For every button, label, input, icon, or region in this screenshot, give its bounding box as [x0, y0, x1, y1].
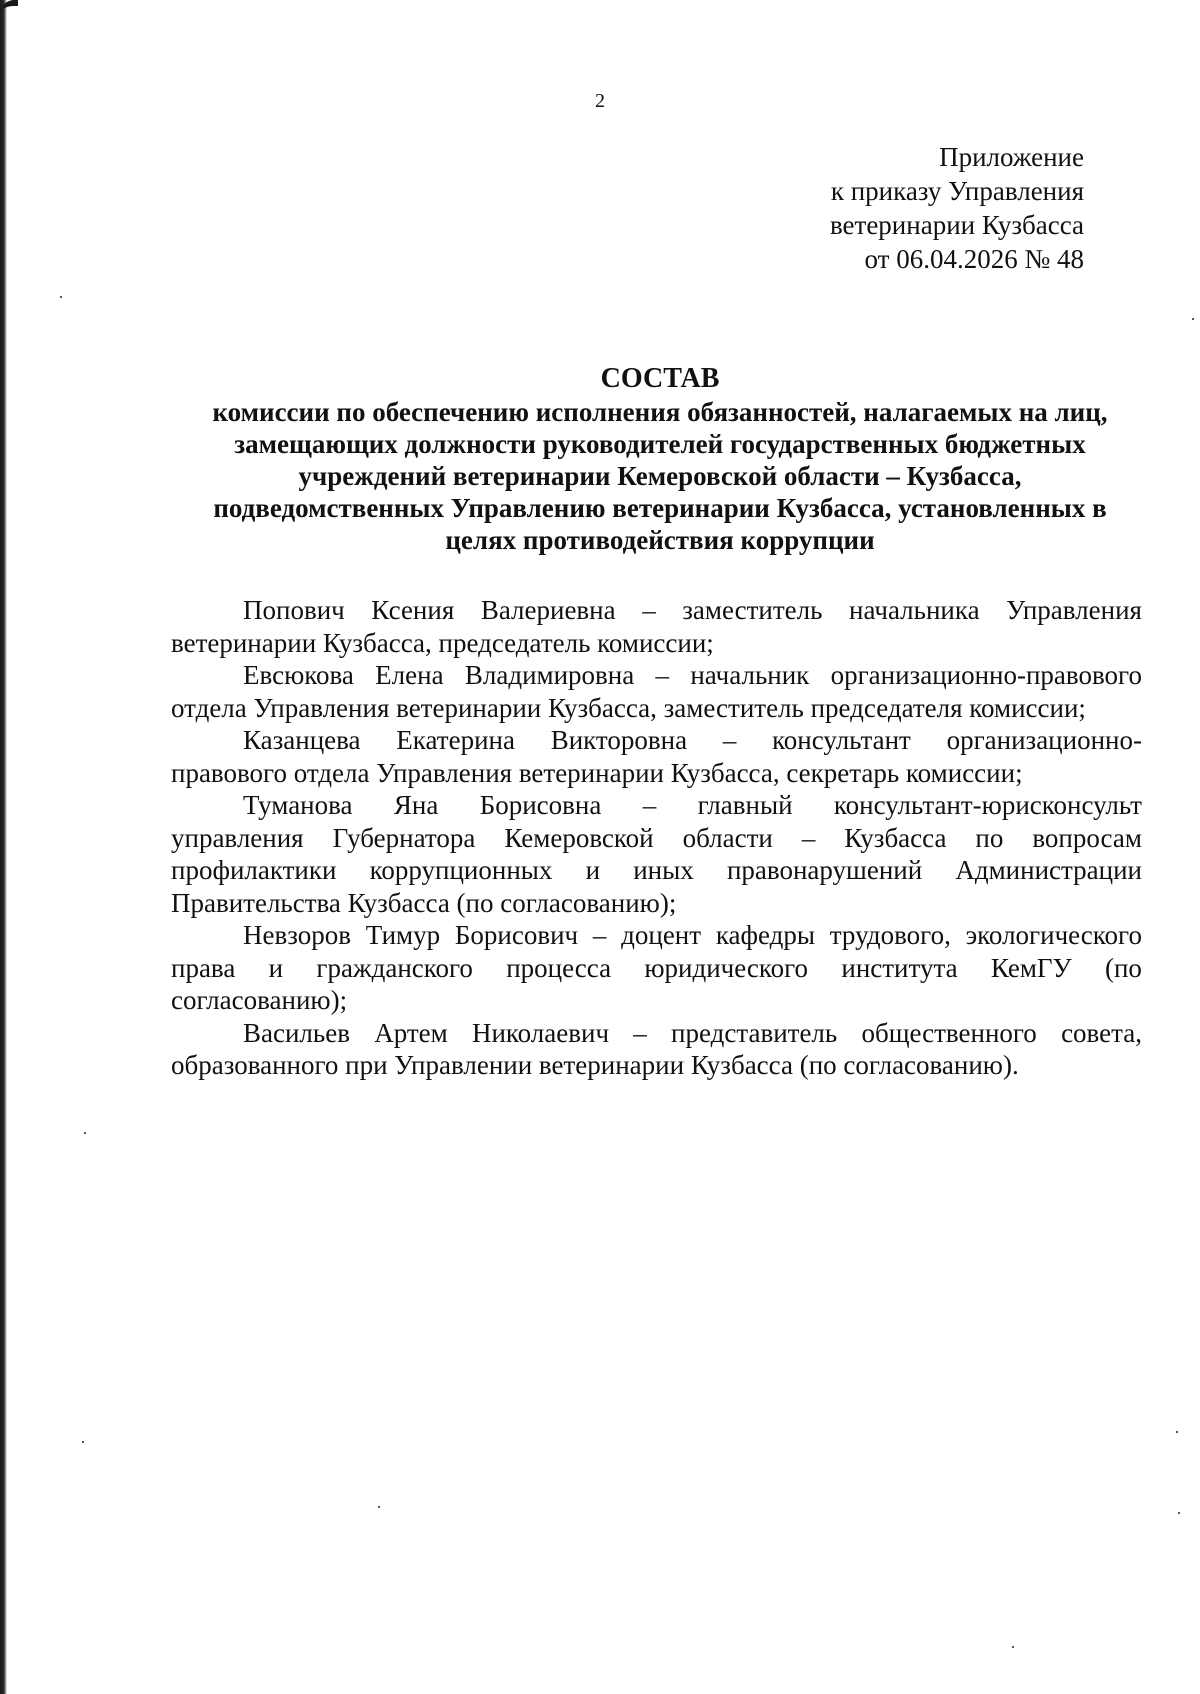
member-word: Васильев	[243, 1017, 350, 1048]
member-entry	[171, 919, 1142, 1017]
member-entry	[171, 724, 1142, 789]
member-word: начальника	[849, 595, 980, 625]
scan-speck	[1176, 1431, 1178, 1433]
member-word: иных	[633, 855, 694, 885]
member-word: Борисович	[454, 920, 579, 950]
member-word: согласованию);	[171, 985, 348, 1015]
member-word: вопросам	[1032, 822, 1142, 853]
member-entry	[171, 789, 1142, 919]
member-word: общественного	[861, 1017, 1037, 1048]
member-word: ветеринарии Кузбасса, председатель комиссии;	[171, 627, 714, 658]
member-word: области	[682, 822, 773, 853]
member-word: представитель	[671, 1017, 838, 1048]
member-word: консультант	[772, 725, 911, 755]
member-word: Управления	[1006, 595, 1142, 625]
member-text-line	[171, 724, 1142, 757]
member-text-line	[171, 757, 1142, 790]
member-word: –	[801, 822, 816, 853]
appendix-line: от 06.04.2026 № 48	[864, 244, 1084, 274]
member-text-line	[171, 854, 1142, 887]
member-word: Тимур	[365, 920, 441, 950]
member-word: коррупционных	[369, 855, 553, 885]
scan-speck	[1192, 318, 1194, 320]
scan-speck	[1012, 1646, 1014, 1648]
member-text-line	[171, 984, 1142, 1017]
member-word: и	[585, 855, 601, 885]
appendix-line: Приложение	[939, 142, 1084, 172]
member-text-line	[171, 887, 1142, 920]
member-word: экологического	[965, 920, 1142, 950]
member-word: Викторовна	[550, 725, 688, 755]
member-word: по	[975, 822, 1004, 853]
member-entry	[171, 594, 1142, 659]
member-text-line	[171, 1017, 1142, 1050]
member-word: –	[642, 595, 656, 625]
member-text-line	[171, 822, 1142, 855]
member-word: гражданского	[316, 952, 473, 983]
member-word: Невзоров	[243, 920, 351, 950]
member-text-line	[171, 659, 1142, 692]
title-line: учреждений ветеринарии Кемеровской области – Кузбасса,	[298, 461, 1022, 491]
member-word: –	[642, 790, 657, 820]
member-word: Артем	[374, 1017, 448, 1048]
member-word: Борисовна	[479, 790, 602, 820]
member-word: Яна	[393, 790, 439, 820]
member-word: Администрации	[955, 855, 1142, 885]
member-text-line	[171, 627, 1142, 660]
title-subtitle	[170, 396, 1150, 556]
appendix-block	[830, 140, 1084, 276]
member-word: КемГУ	[990, 952, 1072, 983]
member-word: Валериевна	[480, 595, 616, 625]
title-line: комиссии по обеспечению исполнения обязанностей, налагаемых на лиц,	[212, 397, 1108, 427]
member-text-line	[171, 1049, 1142, 1082]
member-word: Николаевич	[471, 1017, 610, 1048]
member-word: –	[592, 920, 607, 950]
scan-speck	[60, 296, 62, 298]
title-line: целях противодействия коррупции	[445, 525, 875, 555]
member-word: –	[722, 725, 737, 755]
member-text-line	[171, 692, 1142, 725]
member-word: Елена	[375, 660, 444, 690]
member-word: консультант-юрисконсульт	[833, 790, 1142, 820]
member-word: –	[655, 660, 670, 690]
member-word: Ксения	[371, 595, 455, 625]
member-word: Екатерина	[396, 725, 515, 755]
member-word: правонарушений	[726, 855, 923, 885]
member-word: юридического	[644, 952, 809, 983]
member-word: Туманова	[243, 790, 353, 820]
member-word: Кузбасса	[844, 822, 947, 853]
member-word: Попович	[243, 595, 345, 625]
member-word: Правительства Кузбасса (по согласованию);	[171, 887, 677, 918]
document-title	[170, 362, 1150, 556]
scan-speck	[82, 1441, 84, 1443]
member-word: совета,	[1061, 1017, 1142, 1048]
scan-speck	[84, 1132, 86, 1134]
member-word: управления	[171, 822, 304, 853]
member-word: кафедры	[715, 920, 816, 950]
member-word: института	[841, 952, 958, 983]
member-text-line	[171, 952, 1142, 985]
title-heading: СОСТАВ	[600, 363, 720, 394]
member-entry	[171, 659, 1142, 724]
member-word: Губернатора	[332, 822, 476, 853]
member-word: образованного при Управлении ветеринарии Кузбасса (по согласованию).	[171, 1050, 1019, 1080]
member-text-line	[171, 594, 1142, 627]
member-word: права	[171, 952, 236, 983]
member-word: процесса	[506, 952, 612, 983]
title-line: подведомственных Управлению ветеринарии Кузбасса, установленных в	[213, 493, 1107, 523]
member-word: профилактики	[171, 855, 337, 885]
member-word: и	[268, 952, 284, 983]
member-word: –	[633, 1017, 647, 1048]
member-word: организационно-	[946, 725, 1142, 755]
appendix-line: к приказу Управления	[830, 176, 1084, 206]
member-word: (по	[1104, 952, 1142, 983]
member-word: заместитель	[682, 595, 823, 625]
member-text-line	[171, 919, 1142, 952]
title-line: замещающих должности руководителей государственных бюджетных	[234, 429, 1086, 459]
member-word: Евсюкова	[243, 660, 354, 690]
member-text-line	[171, 789, 1142, 822]
member-word: Казанцева	[243, 725, 361, 755]
member-word: трудового,	[829, 920, 951, 950]
member-word: доцент	[621, 920, 702, 950]
member-word: главный	[697, 790, 793, 820]
page-number: 2	[595, 90, 605, 112]
scan-border	[0, 0, 7, 1694]
appendix-line: ветеринарии Кузбасса	[829, 210, 1084, 240]
members-list	[171, 594, 1142, 1082]
member-word: организационно-правового	[830, 660, 1142, 690]
member-word: Владимировна	[464, 660, 635, 690]
member-word: Кемеровской	[504, 822, 654, 853]
member-word: правового отдела Управления ветеринарии Кузбасса, секретарь комиссии;	[171, 757, 1023, 788]
scan-speck	[1178, 1512, 1180, 1514]
scan-speck	[378, 1506, 380, 1508]
member-word: отдела Управления ветеринарии Кузбасса, заместитель председателя комиссии;	[171, 692, 1086, 723]
member-entry	[171, 1017, 1142, 1082]
member-word: начальник	[690, 660, 810, 690]
